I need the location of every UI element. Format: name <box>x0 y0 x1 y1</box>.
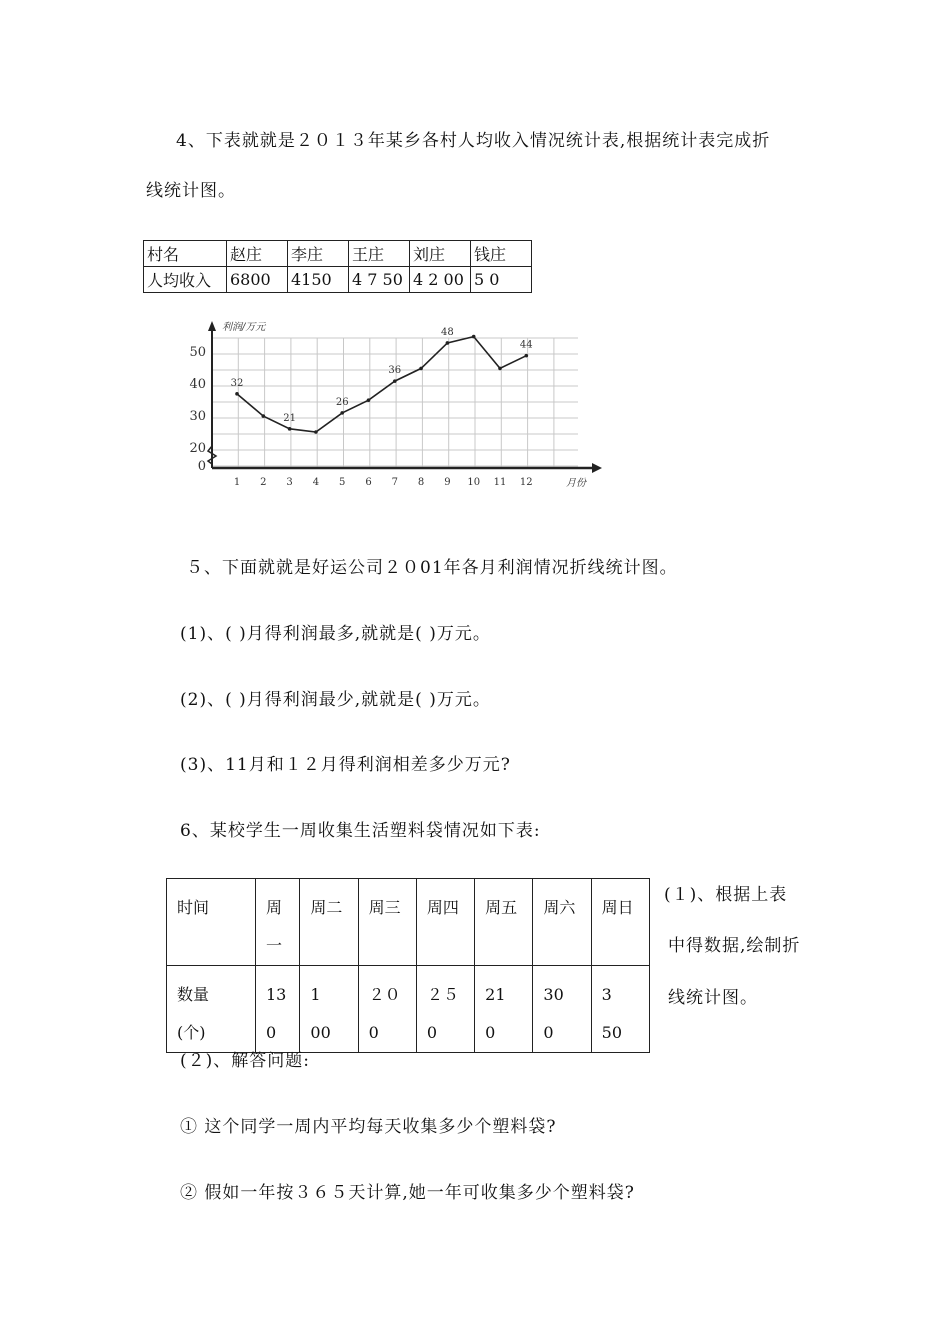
table-cell: 人均收入 <box>144 267 227 293</box>
x-tick-label: 2 <box>260 477 267 488</box>
data-label: 48 <box>441 326 454 338</box>
cell-line: 周二 <box>310 898 343 917</box>
table-cell <box>475 879 533 966</box>
q5-sub1: (1)、( )月得利润最多,就就是( )万元。 <box>180 624 491 644</box>
q6-side2: 中得数据,绘制折 <box>668 936 801 956</box>
cell-line: 1 <box>310 985 321 1004</box>
q6-part2: (２)、解答问题: <box>180 1051 310 1071</box>
q6-side1: (１)、根据上表 <box>664 885 788 905</box>
cell-line: 时间 <box>177 898 210 917</box>
cell-line: 13 <box>266 985 287 1004</box>
table-cell: 赵庄 <box>227 241 288 267</box>
data-point <box>340 411 344 415</box>
q4-line1: 4、下表就就是２０１３年某乡各村人均收入情况统计表,根据统计表完成折 <box>176 131 771 151</box>
x-tick-label: 6 <box>365 477 372 488</box>
table-cell: 王庄 <box>349 241 410 267</box>
data-point <box>498 367 502 371</box>
table-cell <box>591 966 649 1053</box>
cell-line: ２０ <box>368 985 401 1004</box>
data-point <box>262 414 266 418</box>
y-tick-label: 30 <box>189 409 206 424</box>
data-label: 44 <box>519 339 533 351</box>
q6-part2-q2: ② 假如一年按３６５天计算,她一年可收集多少个塑料袋? <box>180 1183 635 1203</box>
q4-line2: 线统计图。 <box>146 181 236 201</box>
q6-part2-q1: ① 这个同学一周内平均每天收集多少个塑料袋? <box>180 1117 557 1137</box>
x-tick-label: 4 <box>312 477 320 488</box>
cell-line: 周三 <box>368 898 401 917</box>
q6-title: 6、某校学生一周收集生活塑料袋情况如下表: <box>180 821 541 841</box>
cell-line: 21 <box>485 985 506 1004</box>
data-label: 36 <box>388 365 402 377</box>
cell-line: 周六 <box>543 898 576 917</box>
y-tick-label: 0 <box>197 459 206 474</box>
y-tick-label: 40 <box>189 377 206 392</box>
data-point <box>525 354 529 358</box>
data-label: 26 <box>335 396 349 408</box>
cell-line: 0 <box>426 1023 438 1042</box>
q5-sub2: (2)、( )月得利润最少,就就是( )万元。 <box>180 690 491 710</box>
data-point <box>393 379 397 383</box>
table-row <box>167 966 650 1053</box>
x-axis-label: 月份 <box>566 478 586 489</box>
data-point <box>314 430 318 434</box>
cell-line: 00 <box>310 1023 331 1042</box>
q5-sub3: (3)、11月和１２月得利润相差多少万元? <box>180 755 511 775</box>
x-tick-label: 3 <box>286 477 293 488</box>
table-cell <box>416 966 474 1053</box>
table-cell <box>167 966 256 1053</box>
table-cell <box>416 879 474 966</box>
table-cell: 刘庄 <box>410 241 471 267</box>
table-cell: 李庄 <box>288 241 349 267</box>
data-point <box>446 341 450 345</box>
table-cell: 村名 <box>144 241 227 267</box>
table-cell <box>533 879 591 966</box>
x-tick-label: 12 <box>519 477 533 488</box>
table-cell: 钱庄 <box>471 241 532 267</box>
cell-line: 一 <box>266 936 283 955</box>
table-cell <box>475 966 533 1053</box>
table-cell <box>256 879 300 966</box>
table-cell <box>256 966 300 1053</box>
x-tick-label: 1 <box>233 477 241 488</box>
profit-line-chart <box>186 318 616 498</box>
data-point <box>235 392 239 396</box>
table-cell <box>533 966 591 1053</box>
table-row <box>167 879 650 966</box>
table-cell <box>591 879 649 966</box>
table-cell: 4150 <box>288 267 349 293</box>
cell-line: 周 <box>266 898 283 917</box>
cell-line: 30 <box>543 985 564 1004</box>
data-point <box>472 335 476 339</box>
cell-line: 0 <box>543 1023 554 1042</box>
data-point <box>367 398 371 402</box>
cell-line: 0 <box>485 1023 496 1042</box>
q5-title: ５、下面就就是好运公司２０01年各月利润情况折线统计图。 <box>186 558 678 578</box>
cell-line: 0 <box>368 1023 379 1042</box>
table-cell: 6800 <box>227 267 288 293</box>
x-tick-label: 9 <box>444 477 451 488</box>
table-cell: 4 7 50 <box>349 267 410 293</box>
cell-line: 50 <box>601 1023 623 1042</box>
y-axis-arrow <box>208 321 216 331</box>
y-tick-label: 50 <box>189 345 206 360</box>
y-tick-label: 20 <box>189 441 206 456</box>
table-cell <box>167 879 256 966</box>
q6-side3: 线统计图。 <box>668 988 758 1008</box>
table-cell <box>358 966 416 1053</box>
cell-line: 周日 <box>601 898 634 917</box>
data-point <box>419 367 423 371</box>
data-point <box>288 427 292 431</box>
cell-line: ２５ <box>426 985 459 1004</box>
table-cell <box>300 879 358 966</box>
income-table <box>143 240 532 293</box>
data-label: 32 <box>230 377 244 389</box>
bags-table <box>166 878 650 1053</box>
x-tick-label: 8 <box>417 477 425 488</box>
table-cell: 4 2 00 <box>410 267 471 293</box>
x-tick-label: 5 <box>339 477 346 488</box>
x-tick-label: 11 <box>493 477 507 488</box>
cell-line: 数量 <box>177 985 210 1004</box>
cell-line: 周四 <box>426 898 459 917</box>
cell-line: 3 <box>601 985 612 1004</box>
y-axis-label: 利润/万元 <box>222 322 266 333</box>
x-tick-label: 7 <box>391 477 398 488</box>
x-tick-label: 10 <box>467 477 481 488</box>
data-label: 21 <box>283 412 296 424</box>
table-cell: 5 0 <box>471 267 532 293</box>
cell-line: (个) <box>177 1023 206 1042</box>
table-cell <box>300 966 358 1053</box>
cell-line: 0 <box>266 1023 277 1042</box>
x-axis-arrow <box>592 463 602 473</box>
table-row <box>144 267 532 293</box>
table-row <box>144 241 532 267</box>
cell-line: 周五 <box>485 898 518 917</box>
table-cell <box>358 879 416 966</box>
